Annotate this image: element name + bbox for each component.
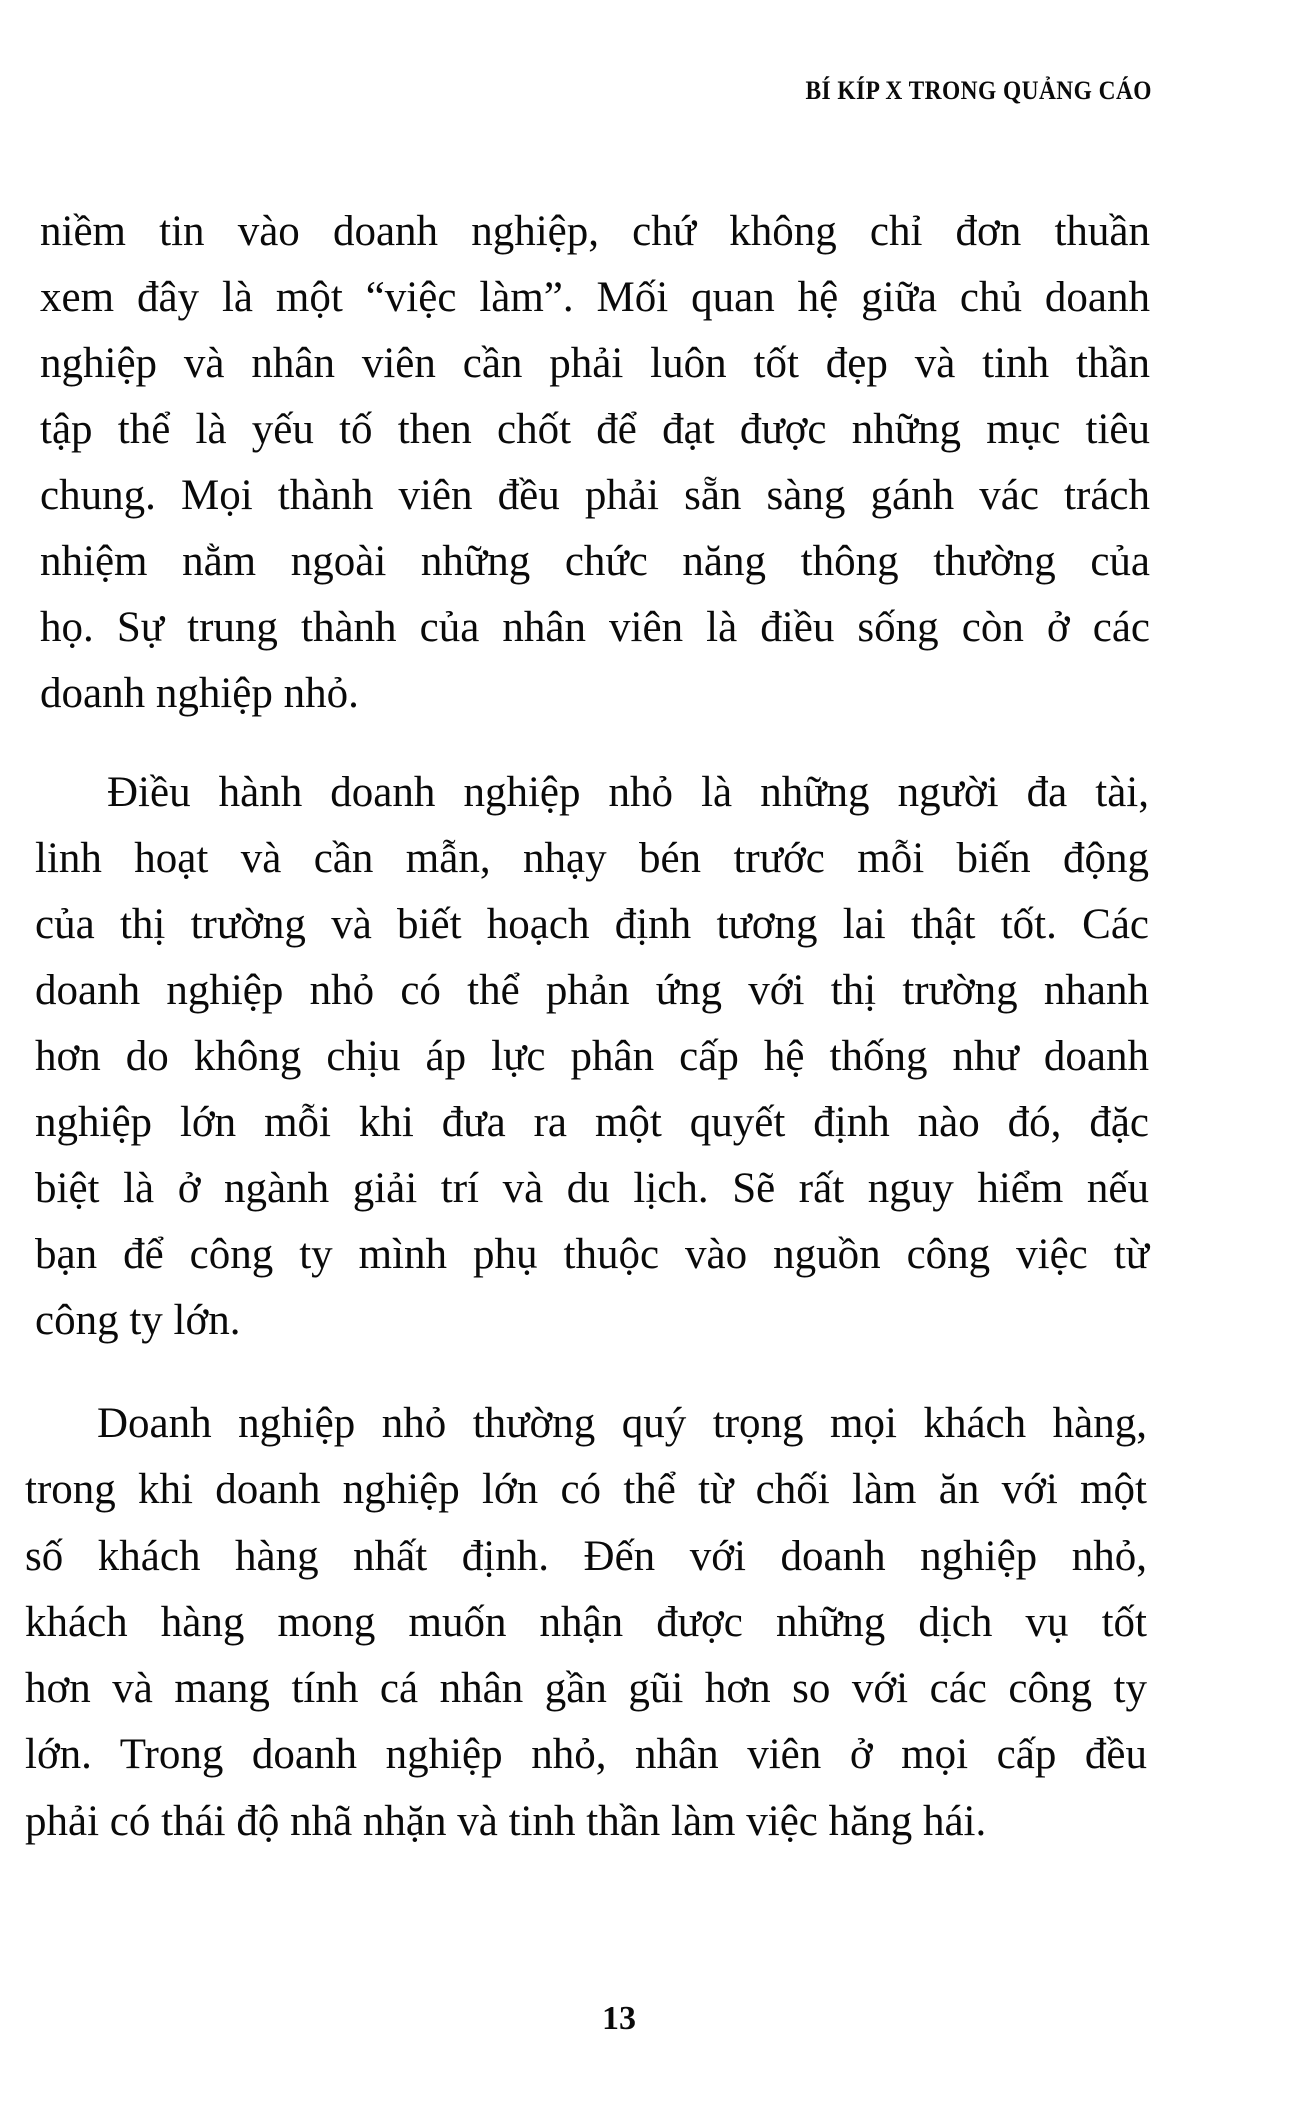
text-line: tập thể là yếu tố then chốt để đạt được những mục tiêu	[40, 406, 1150, 453]
text-line: doanh nghiệp nhỏ có thể phản ứng với thị trường nhanh	[35, 967, 1149, 1014]
text-line: Doanh nghiệp nhỏ thường quý trọng mọi khách hàng,	[97, 1400, 1147, 1447]
text-line: trong khi doanh nghiệp lớn có thể từ chối làm ăn với một	[25, 1466, 1147, 1514]
text-line: hơn do không chịu áp lực phân cấp hệ thống như doanh	[35, 1033, 1149, 1080]
text-line: chung. Mọi thành viên đều phải sẵn sàng gánh vác trách	[40, 472, 1150, 519]
page-number: 13	[602, 2000, 636, 2037]
paragraph-3	[25, 1391, 1147, 1855]
text-line: bạn để công ty mình phụ thuộc vào nguồn công việc từ	[35, 1231, 1149, 1278]
text-line: xem đây là một “việc làm”. Mối quan hệ giữa chủ doanh	[40, 274, 1150, 321]
paragraph-2	[35, 760, 1149, 1354]
text-line: họ. Sự trung thành của nhân viên là điều sống còn ở các	[40, 604, 1150, 651]
text-line: lớn. Trong doanh nghiệp nhỏ, nhân viên ở mọi cấp đều	[25, 1731, 1147, 1779]
text-line: của thị trường và biết hoạch định tương lai thật tốt. Các	[35, 901, 1149, 948]
text-line: Điều hành doanh nghiệp nhỏ là những người đa tài,	[107, 769, 1149, 816]
text-line: phải có thái độ nhã nhặn và tinh thần làm việc hăng hái.	[25, 1797, 987, 1845]
text-line: linh hoạt và cần mẫn, nhạy bén trước mỗi biến động	[35, 835, 1149, 882]
running-header: BÍ KÍP X TRONG QUẢNG CÁO	[805, 76, 1152, 105]
text-line: biệt là ở ngành giải trí và du lịch. Sẽ rất nguy hiểm nếu	[35, 1165, 1149, 1212]
text-line: nhiệm nằm ngoài những chức năng thông thường của	[40, 538, 1150, 585]
text-line: khách hàng mong muốn nhận được những dịch vụ tốt	[25, 1598, 1147, 1646]
text-line: số khách hàng nhất định. Đến với doanh nghiệp nhỏ,	[25, 1532, 1147, 1580]
text-line: hơn và mang tính cá nhân gần gũi hơn so với các công ty	[25, 1665, 1147, 1713]
text-line: nghiệp lớn mỗi khi đưa ra một quyết định nào đó, đặc	[35, 1099, 1149, 1146]
text-line: công ty lớn.	[35, 1297, 241, 1344]
paragraph-1	[40, 199, 1150, 727]
text-line: niềm tin vào doanh nghiệp, chứ không chỉ đơn thuần	[40, 208, 1150, 255]
text-line: doanh nghiệp nhỏ.	[40, 670, 359, 717]
text-line: nghiệp và nhân viên cần phải luôn tốt đẹp và tinh thần	[40, 340, 1150, 387]
